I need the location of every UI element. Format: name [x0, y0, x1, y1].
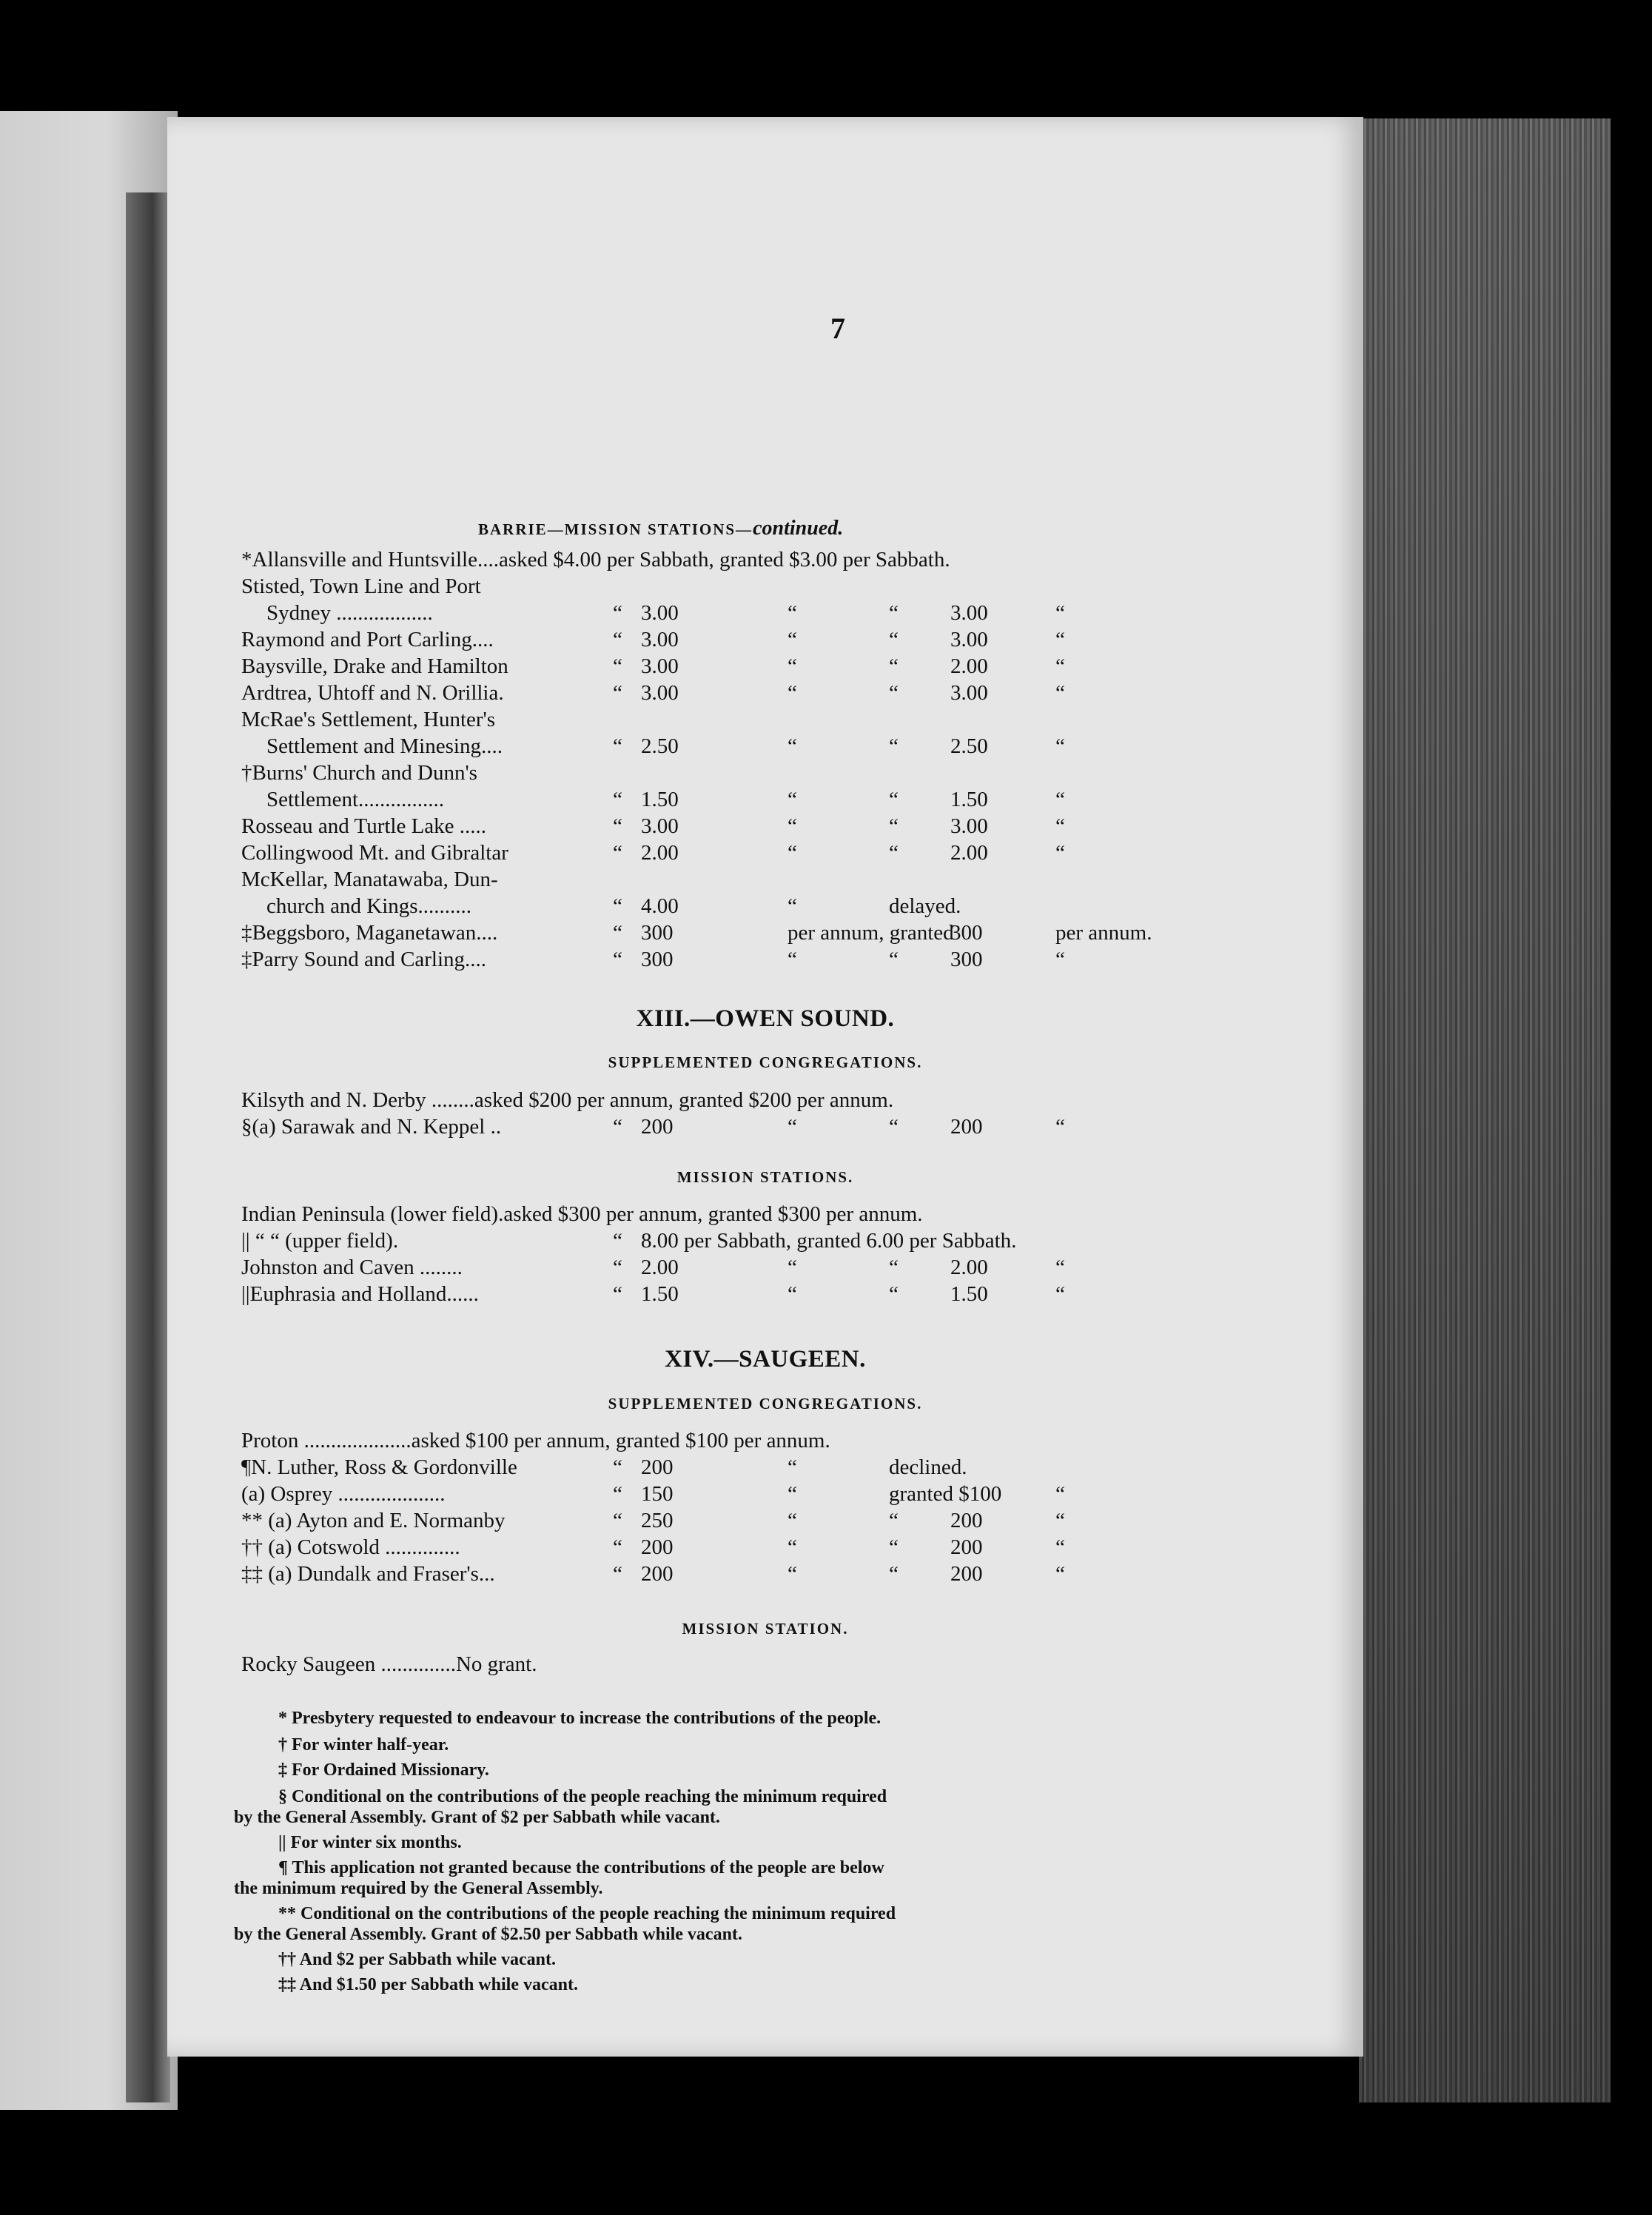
- cell-q2: “: [788, 814, 797, 838]
- cell-a1: 3.00: [641, 814, 679, 838]
- page-number: 7: [830, 312, 845, 345]
- cell-a1: 200: [641, 1535, 674, 1559]
- cell-a2: 200: [950, 1535, 983, 1559]
- cell-q2: “: [788, 841, 797, 865]
- table-row: [167, 574, 1352, 601]
- cell-q3: “: [889, 628, 899, 651]
- cell-q4: “: [1055, 1562, 1065, 1586]
- cell-name: Ardtrea, Uhtoff and N. Orillia.: [241, 681, 504, 705]
- owen-supp-head: SUPPLEMENTED CONGREGATIONS.: [608, 1053, 923, 1071]
- table-row: [167, 841, 1352, 868]
- cell-name: Rocky Saugeen ..............No grant.: [241, 1652, 537, 1676]
- footnote: ¶ This application not granted because the contributions of the people are below: [278, 1858, 884, 1877]
- cell-q3: “: [889, 948, 899, 971]
- cell-q4: “: [1055, 654, 1065, 678]
- cell-name: Sydney ..................: [266, 601, 433, 625]
- cell-q4: “: [1055, 1282, 1065, 1306]
- table-row: [167, 1455, 1352, 1482]
- cell-q2: “: [788, 734, 797, 758]
- cell-q3: delayed.: [889, 894, 961, 918]
- cell-q1: “: [613, 681, 622, 705]
- cell-q1: “: [613, 814, 622, 838]
- footnote: by the General Assembly. Grant of $2.50 per Sabbath while vacant.: [234, 1925, 742, 1944]
- cell-a1: 200: [641, 1455, 674, 1479]
- cell-a2: 3.00: [950, 628, 988, 651]
- cell-q2: “: [788, 1562, 797, 1586]
- cell-a2: 3.00: [950, 814, 988, 838]
- cell-q3: “: [889, 1282, 899, 1306]
- cell-a2: 1.50: [950, 1282, 988, 1306]
- cell-name: Kilsyth and N. Derby ........asked $200 per annum, granted $200 per annum.: [241, 1088, 894, 1112]
- cell-q1: “: [613, 1562, 622, 1586]
- cell-name: ¶N. Luther, Ross & Gordonville: [241, 1455, 517, 1479]
- cell-q3: “: [889, 814, 899, 838]
- cell-q4: “: [1055, 1535, 1065, 1559]
- cell-a1: 250: [641, 1509, 674, 1532]
- cell-q2: “: [788, 788, 797, 811]
- cell-a2: 2.00: [950, 654, 988, 678]
- table-row: [167, 1535, 1352, 1562]
- cell-q2: “: [788, 628, 797, 651]
- footnote: the minimum required by the General Assembly.: [234, 1879, 603, 1898]
- cell-a2: 3.00: [950, 681, 988, 705]
- cell-a1: 200: [641, 1115, 674, 1139]
- table-row: [167, 868, 1352, 894]
- cell-q2: “: [788, 894, 797, 918]
- cell-a2: 300: [950, 948, 983, 971]
- cell-q1: “: [613, 788, 622, 811]
- cell-q4: “: [1055, 628, 1065, 651]
- saugeen-title: XIV.—SAUGEEN.: [665, 1346, 866, 1373]
- cell-q2: “: [788, 1115, 797, 1139]
- cell-name: || “ “ (upper field).: [241, 1229, 399, 1253]
- cell-a2: 200: [950, 1115, 983, 1139]
- table-row: [167, 1202, 1352, 1229]
- cell-q3: “: [889, 788, 899, 811]
- cell-q1: “: [613, 1455, 622, 1479]
- cell-name: (a) Osprey ....................: [241, 1482, 446, 1506]
- cell-q2: per annum, granted: [788, 921, 954, 945]
- table-row: [167, 1229, 1352, 1256]
- cell-q3: “: [889, 681, 899, 705]
- cell-q2: “: [788, 1535, 797, 1559]
- cell-q1: “: [613, 841, 622, 865]
- cell-name: Rosseau and Turtle Lake .....: [241, 814, 487, 838]
- cell-q3: “: [889, 601, 899, 625]
- cell-q1: “: [613, 1115, 622, 1139]
- running-head: [478, 517, 1144, 540]
- cell-name: ‡‡ (a) Dundalk and Fraser's...: [241, 1562, 495, 1586]
- cell-q1: “: [613, 1482, 622, 1506]
- cell-name: Settlement and Minesing....: [266, 734, 503, 758]
- table-row: [167, 708, 1352, 734]
- cell-q2: “: [788, 601, 797, 625]
- cell-name: Raymond and Port Carling....: [241, 628, 494, 651]
- cell-q1: “: [613, 1256, 622, 1279]
- footnote: † For winter half-year.: [278, 1735, 449, 1755]
- table-row: [167, 1652, 1352, 1679]
- cell-name: *Allansville and Huntsville....asked $4.00 per Sabbath, granted $3.00 per Sabbath.: [241, 548, 950, 572]
- cell-a2: 200: [950, 1509, 983, 1532]
- table-row: [167, 1115, 1352, 1142]
- cell-name: §(a) Sarawak and N. Keppel ..: [241, 1115, 502, 1139]
- cell-q2: “: [788, 1482, 797, 1506]
- cell-name: McKellar, Manatawaba, Dun-: [241, 868, 498, 891]
- cell-a1: 2.00: [641, 1256, 679, 1279]
- table-row: [167, 948, 1352, 974]
- cell-q1: “: [613, 654, 622, 678]
- cell-a1: 300: [641, 948, 674, 971]
- cell-q4: “: [1055, 948, 1065, 971]
- cell-name: Baysville, Drake and Hamilton: [241, 654, 508, 678]
- table-row: [167, 1429, 1352, 1455]
- cell-q4: “: [1055, 601, 1065, 625]
- cell-name: ** (a) Ayton and E. Normanby: [241, 1509, 506, 1532]
- cell-name: Stisted, Town Line and Port: [241, 574, 481, 598]
- cell-a1: 2.50: [641, 734, 679, 758]
- cell-name: ‡Beggsboro, Maganetawan....: [241, 921, 498, 945]
- table-row: [167, 628, 1352, 654]
- table-row: [167, 921, 1352, 948]
- footnote: †† And $2 per Sabbath while vacant.: [278, 1950, 556, 1969]
- cell-a1: 3.00: [641, 628, 679, 651]
- cell-q2: “: [788, 1455, 797, 1479]
- cell-q2: “: [788, 654, 797, 678]
- cell-q3: “: [889, 734, 899, 758]
- running-head-italic: continued.: [753, 517, 844, 540]
- cell-a1: 8.00 per Sabbath, granted 6.00 per Sabbath.: [641, 1229, 1017, 1253]
- cell-name: †Burns' Church and Dunn's: [241, 761, 477, 785]
- book-gutter: [126, 192, 170, 2102]
- table-row: [167, 1088, 1352, 1115]
- cell-q1: “: [613, 628, 622, 651]
- cell-q3: “: [889, 841, 899, 865]
- cell-a1: 2.00: [641, 841, 679, 865]
- cell-name: Indian Peninsula (lower field).asked $300 per annum, granted $300 per annum.: [241, 1202, 923, 1226]
- table-row: [167, 1256, 1352, 1282]
- cell-q2: “: [788, 948, 797, 971]
- cell-q1: “: [613, 1229, 622, 1253]
- cell-a1: 300: [641, 921, 674, 945]
- cell-q1: “: [613, 948, 622, 971]
- footnote: § Conditional on the contributions of the people reaching the minimum required: [278, 1787, 887, 1806]
- cell-name: Johnston and Caven ........: [241, 1256, 463, 1279]
- cell-a2: 300: [950, 921, 983, 945]
- cell-q4: “: [1055, 734, 1065, 758]
- table-row: [167, 814, 1352, 841]
- cell-q3: granted $100: [889, 1482, 1002, 1506]
- cell-q1: “: [613, 601, 622, 625]
- cell-q3: “: [889, 1115, 899, 1139]
- table-row: [167, 681, 1352, 708]
- table-row: [167, 761, 1352, 788]
- saugeen-mission-head: MISSION STATION.: [682, 1620, 849, 1638]
- cell-a1: 150: [641, 1482, 674, 1506]
- cell-q3: declined.: [889, 1455, 967, 1479]
- page-content: [167, 117, 1363, 2057]
- book-page: [167, 117, 1363, 2057]
- cell-a2: 200: [950, 1562, 983, 1586]
- cell-name: ||Euphrasia and Holland......: [241, 1282, 479, 1306]
- cell-q4: per annum.: [1055, 921, 1152, 945]
- cell-q1: “: [613, 1282, 622, 1306]
- cell-q4: “: [1055, 1509, 1065, 1532]
- cell-name: Settlement................: [266, 788, 445, 811]
- table-row: [167, 1482, 1352, 1509]
- cell-q4: “: [1055, 788, 1065, 811]
- cell-a1: 1.50: [641, 788, 679, 811]
- cell-q3: “: [889, 1535, 899, 1559]
- table-row: [167, 548, 1352, 574]
- cell-q4: “: [1055, 1482, 1065, 1506]
- cell-name: Proton ....................asked $100 per annum, granted $100 per annum.: [241, 1429, 830, 1452]
- footnote: ** Conditional on the contributions of the people reaching the minimum required: [278, 1904, 896, 1923]
- cell-a2: 1.50: [950, 788, 988, 811]
- cell-name: McRae's Settlement, Hunter's: [241, 708, 496, 731]
- cell-q1: “: [613, 734, 622, 758]
- table-row: [167, 1509, 1352, 1535]
- cell-q3: “: [889, 654, 899, 678]
- cell-q4: “: [1055, 1115, 1065, 1139]
- owen-mission-head: MISSION STATIONS.: [676, 1168, 854, 1186]
- cell-a2: 2.00: [950, 1256, 988, 1279]
- cell-a1: 1.50: [641, 1282, 679, 1306]
- saugeen-supp-head: SUPPLEMENTED CONGREGATIONS.: [608, 1395, 923, 1413]
- cell-q1: “: [613, 921, 622, 945]
- owen-sound-title: XIII.—OWEN SOUND.: [636, 1005, 895, 1032]
- table-row: [167, 1282, 1352, 1309]
- cell-q4: “: [1055, 841, 1065, 865]
- cell-a2: 3.00: [950, 601, 988, 625]
- cell-a1: 3.00: [641, 601, 679, 625]
- cell-a2: 2.00: [950, 841, 988, 865]
- table-row: [167, 654, 1352, 681]
- cell-name: †† (a) Cotswold ..............: [241, 1535, 460, 1559]
- cell-q2: “: [788, 1256, 797, 1279]
- table-row: [167, 894, 1352, 921]
- cell-q3: “: [889, 1256, 899, 1279]
- cell-a1: 4.00: [641, 894, 679, 918]
- cell-q3: “: [889, 1562, 899, 1586]
- cell-a1: 200: [641, 1562, 674, 1586]
- cell-q1: “: [613, 1509, 622, 1532]
- table-row: [167, 788, 1352, 814]
- footnote: || For winter six months.: [278, 1833, 462, 1852]
- cell-a1: 3.00: [641, 654, 679, 678]
- cell-name: ‡Parry Sound and Carling....: [241, 948, 487, 971]
- table-row: [167, 1562, 1352, 1589]
- cell-q1: “: [613, 894, 622, 918]
- cell-q2: “: [788, 681, 797, 705]
- cell-q3: “: [889, 1509, 899, 1532]
- cell-q2: “: [788, 1509, 797, 1532]
- table-row: [167, 734, 1352, 761]
- running-head-text: BARRIE—MISSION STATIONS—: [478, 520, 753, 538]
- cell-name: Collingwood Mt. and Gibraltar: [241, 841, 508, 865]
- footnote: * Presbytery requested to endeavour to increase the contributions of the people.: [278, 1709, 882, 1728]
- footnote: ‡‡ And $1.50 per Sabbath while vacant.: [278, 1975, 578, 1994]
- footnote: ‡ For Ordained Missionary.: [278, 1760, 489, 1780]
- cell-a1: 3.00: [641, 681, 679, 705]
- cell-name: church and Kings..........: [266, 894, 472, 918]
- cell-q4: “: [1055, 1256, 1065, 1279]
- table-row: [167, 601, 1352, 628]
- cell-q4: “: [1055, 814, 1065, 838]
- footnote: by the General Assembly. Grant of $2 per Sabbath while vacant.: [234, 1808, 720, 1827]
- cell-q2: “: [788, 1282, 797, 1306]
- cell-q1: “: [613, 1535, 622, 1559]
- page-edges-shade: [1359, 118, 1611, 2102]
- cell-q4: “: [1055, 681, 1065, 705]
- cell-a2: 2.50: [950, 734, 988, 758]
